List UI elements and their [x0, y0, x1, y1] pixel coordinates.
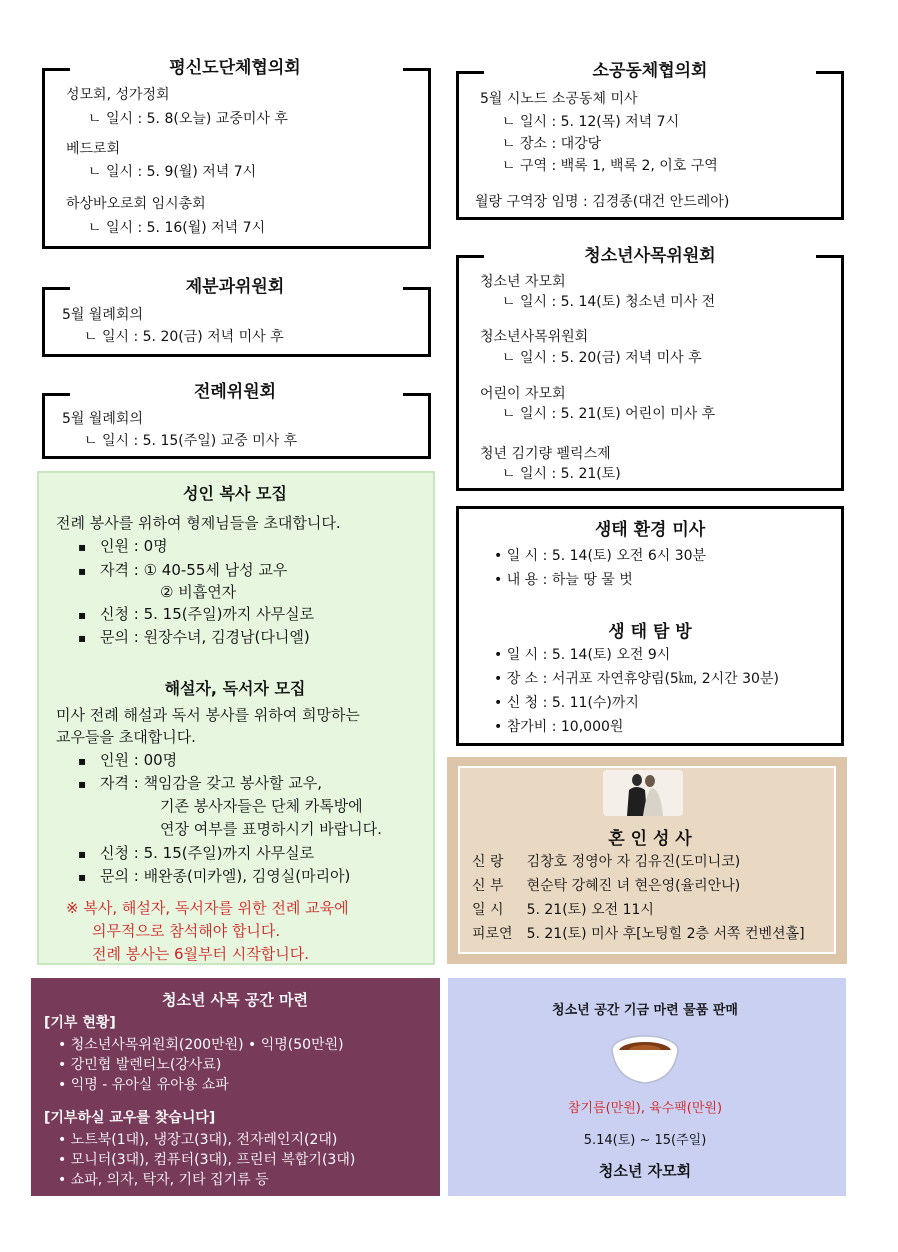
reader-title: 해설자, 독서자 모집	[164, 679, 306, 698]
wedding-row	[466, 897, 811, 921]
eco-tour-line: • 참가비 : 10,000원	[494, 719, 624, 735]
pyeongsindo-line: ㄴ 일시 : 5. 9(월) 저녁 7시	[88, 164, 257, 180]
space-heading: [기부 현황]	[44, 1015, 116, 1031]
wedding-photo-icon	[603, 770, 683, 816]
jebun-line: 5월 월례회의	[62, 307, 143, 323]
eco-mass-line: • 내 용 : 하늘 땅 물 벗	[494, 572, 633, 588]
space-wanted: • 쇼파, 의자, 탁자, 기타 집기류 등	[58, 1172, 269, 1188]
pyeongsindo-line: ㄴ 일시 : 5. 8(오늘) 교중미사 후	[88, 111, 288, 127]
wedding-row	[466, 921, 811, 945]
sogongdong-line: 5월 시노드 소공동체 미사	[480, 91, 638, 107]
reader-note: 전례 봉사는 6월부터 시작합니다.	[92, 945, 309, 963]
sogongdong-line: ㄴ 장소 : 대강당	[502, 136, 602, 152]
jebun-line: ㄴ 일시 : 5. 20(금) 저녁 미사 후	[84, 329, 284, 345]
reader-item: ▪ 신청 : 5. 15(주일)까지 사무실로	[78, 844, 314, 863]
bowl-icon	[606, 1028, 684, 1088]
sogongdong-line: ㄴ 구역 : 백록 1, 백록 2, 이호 구역	[502, 158, 718, 174]
space-wanted: • 노트북(1대), 냉장고(3대), 전자레인지(2대)	[58, 1132, 338, 1148]
youth-line: 어린이 자모회	[480, 386, 566, 402]
sogongdong-line: 월랑 구역장 임명 : 김경종(대건 안드레아)	[475, 194, 730, 210]
reader-item: ▪ 인원 : 00명	[78, 751, 177, 770]
youth-line: ㄴ 일시 : 5. 21(토)	[502, 466, 621, 482]
altar-intro: 전례 봉사를 위하여 형제님들을 초대합니다.	[56, 514, 341, 532]
reader-item: 연장 여부를 표명하시기 바랍니다.	[160, 820, 382, 838]
sogongdong-title: 소공동체협의회	[592, 61, 708, 81]
space-donation: • 청소년사목위원회(200만원) • 익명(50만원)	[58, 1037, 344, 1053]
wedding-value: 5. 21(토) 오전 11시	[526, 902, 654, 918]
wedding-value: 5. 21(토) 미사 후[노팅힐 2층 서쪽 컨벤션홀]	[526, 926, 805, 942]
youth-line: ㄴ 일시 : 5. 21(토) 어린이 미사 후	[502, 406, 716, 422]
space-donation: • 익명 - 유아실 유아용 쇼파	[58, 1077, 229, 1093]
jebun-title: 제분과위원회	[185, 277, 285, 297]
wedding-label: 피로연	[472, 926, 513, 942]
wedding-label: 신 부	[472, 878, 504, 894]
pyeongsindo-line: ㄴ 일시 : 5. 16(월) 저녁 7시	[88, 220, 266, 236]
wedding-row	[466, 849, 811, 873]
space-heading: [기부하실 교우를 찾습니다]	[44, 1110, 216, 1126]
reader-intro: 미사 전례 해설과 독서 봉사를 위하여 희망하는	[56, 706, 360, 724]
youth-line: ㄴ 일시 : 5. 14(토) 청소년 미사 전	[502, 294, 716, 310]
youth-line: 청년 김기량 펠릭스제	[480, 446, 611, 462]
jeonrye-title: 전례위원회	[193, 382, 277, 402]
wedding-row	[466, 873, 811, 897]
pyeongsindo-line: 베드로회	[66, 141, 121, 157]
altar-item: ▪ 신청 : 5. 15(주일)까지 사무실로	[78, 605, 314, 624]
wedding-value: 김창호 정영아 자 김유진(도미니코)	[526, 854, 741, 870]
reader-intro: 교우들을 초대합니다.	[56, 728, 196, 746]
space-title: 청소년 사목 공간 마련	[161, 991, 309, 1009]
wedding-table	[466, 849, 811, 945]
jeonrye-line: 5월 월례회의	[62, 411, 143, 427]
youth-title: 청소년사목위원회	[584, 246, 716, 266]
eco-tour-line: • 장 소 : 서귀포 자연휴양림(5㎞, 2시간 30분)	[494, 671, 779, 687]
altar-item: ▪ 자격 : ① 40-55세 남성 교우	[78, 561, 287, 580]
wedding-title: 혼 인 성 사	[608, 829, 692, 849]
reader-note: ※ 복사, 해설자, 독서자를 위한 전례 교육에	[66, 899, 349, 917]
reader-item: 기존 봉사자들은 단체 카톡방에	[160, 797, 363, 815]
eco-tour-line: • 일 시 : 5. 14(토) 오전 9시	[494, 647, 671, 663]
reader-item: ▪ 자격 : 책임감을 갖고 봉사할 교우,	[78, 774, 322, 793]
space-donation: • 강민협 발렌티노(강사료)	[58, 1057, 222, 1073]
pyeongsindo-title: 평신도단체협의회	[169, 58, 301, 78]
altar-title: 성인 복사 모집	[183, 484, 287, 503]
wedding-label: 신 랑	[472, 854, 504, 870]
wedding-value: 현순탁 강혜진 녀 현은영(율리안나)	[526, 878, 741, 894]
space-wanted: • 모니터(3대), 컴퓨터(3대), 프린터 복합기(3대)	[58, 1152, 356, 1168]
sale-org: 청소년 자모회	[598, 1162, 692, 1180]
youth-line: ㄴ 일시 : 5. 20(금) 저녁 미사 후	[502, 350, 702, 366]
eco-mass-line: • 일 시 : 5. 14(토) 오전 6시 30분	[494, 548, 707, 564]
reader-note: 의무적으로 참석해야 합니다.	[92, 922, 281, 940]
sogongdong-line: ㄴ 일시 : 5. 12(목) 저녁 7시	[502, 114, 680, 130]
jeonrye-line: ㄴ 일시 : 5. 15(주일) 교중 미사 후	[84, 433, 298, 449]
eco-tour-title: 생 태 탐 방	[608, 622, 692, 642]
sale-title: 청소년 공간 기금 마련 물품 판매	[552, 1003, 738, 1018]
reader-item: ▪ 문의 : 배완종(미카엘), 김영실(마리아)	[78, 867, 350, 886]
eco-tour-line: • 신 청 : 5. 11(수)까지	[494, 695, 639, 711]
wedding-label: 일 시	[472, 902, 504, 918]
pyeongsindo-line: 성모회, 성가정회	[66, 87, 170, 103]
pyeongsindo-line: 하상바오로회 임시총회	[66, 196, 206, 212]
altar-item: ▪ 인원 : 0명	[78, 537, 168, 556]
sale-period: 5.14(토) ~ 15(주일)	[583, 1133, 707, 1148]
altar-item: ▪ 문의 : 원장수녀, 김경남(다니엘)	[78, 628, 310, 647]
eco-mass-title: 생태 환경 미사	[594, 520, 706, 540]
youth-line: 청소년 자모회	[480, 274, 566, 290]
youth-line: 청소년사목위원회	[480, 329, 589, 345]
altar-item: ② 비흡연자	[160, 583, 237, 601]
sale-items: 참기름(만원), 육수팩(만원)	[567, 1101, 723, 1116]
